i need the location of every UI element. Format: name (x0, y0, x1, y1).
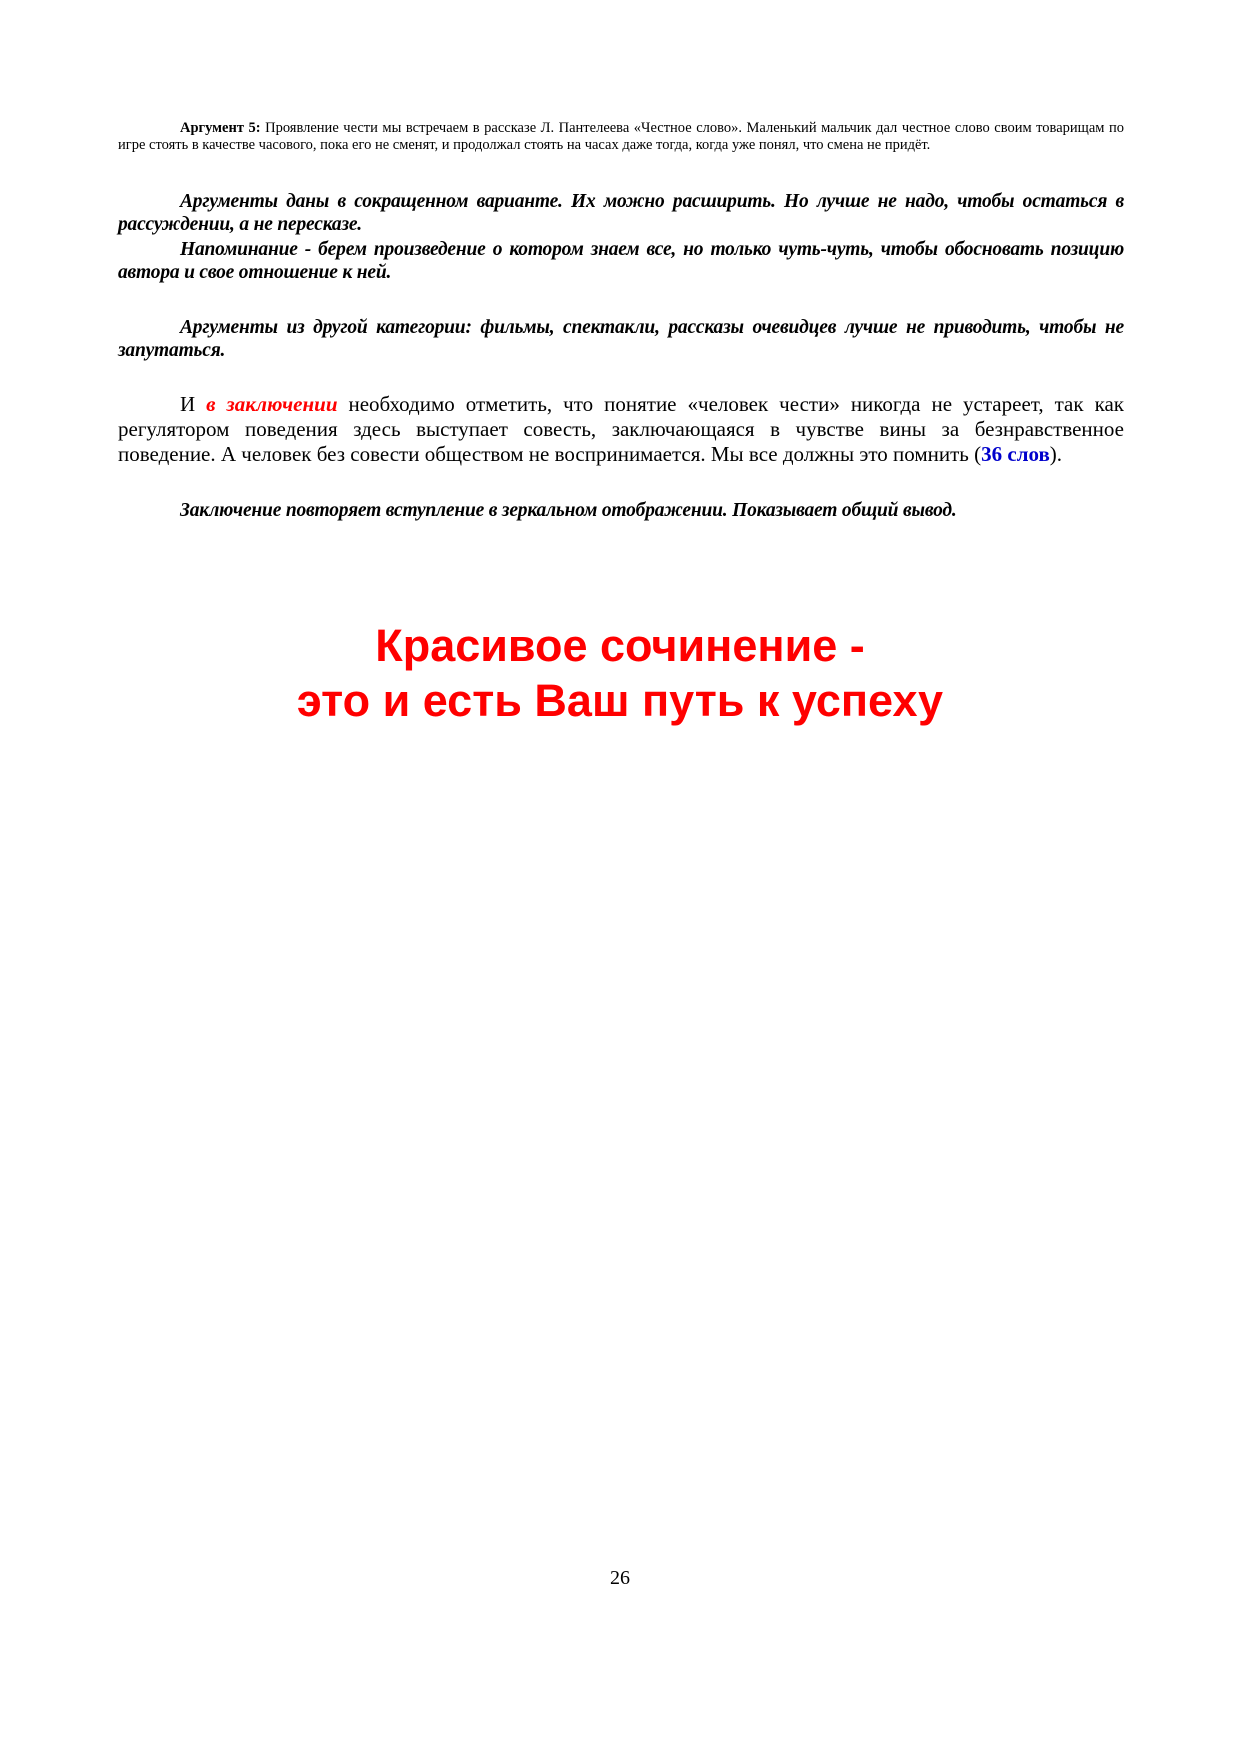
argument-5-label: Аргумент 5: (180, 120, 261, 136)
conclusion-paragraph (118, 392, 1124, 467)
headline-line-2: это и есть Ваш путь к успеху (296, 675, 944, 726)
conclusion-note: Заключение повторяет вступление в зеркальном отображении. Показывает общий вывод. (180, 500, 957, 521)
conclusion-end: ). (1049, 442, 1063, 466)
conclusion-highlight: в заключении (206, 392, 338, 416)
headline-line-1: Красивое сочинение - (375, 620, 865, 671)
conclusion-start: И (180, 392, 207, 416)
word-count: 36 слов (981, 442, 1050, 466)
argument-5-text: Проявление чести мы встречаем в рассказе Л. Пантелеева «Честное слово». Маленький мальчик дал честное слово своим товарищам по игре стоять в качестве часового, пока его не сменят, и продолжал стоять на часах даже тогда, когда уже понял, что смена не придёт. (118, 120, 1124, 153)
note-shortened-arguments: Аргументы даны в сокращенном варианте. Их можно расширить. Но лучше не надо, чтобы остаться в рассуждении, а не пересказе. (118, 191, 1124, 235)
argument-5-paragraph (118, 120, 1124, 154)
conclusion-body: необходимо отметить, что понятие «человек чести» никогда не устареет, так как регулятором поведения здесь выступает совесть, заключающаяся в чувстве вины за безнравственное поведение. А человек без совести обществом не воспринимается. Мы все должны это помнить ( (118, 392, 1124, 466)
note-other-category: Аргументы из другой категории: фильмы, спектакли, рассказы очевидцев лучше не приводить, чтобы не запутаться. (118, 317, 1124, 361)
headline (0, 618, 1240, 728)
page-content (118, 120, 1124, 522)
page-number: 26 (610, 1567, 630, 1589)
note-reminder: Напоминание - берем произведение о котором знаем все, но только чуть-чуть, чтобы обосновать позицию автора и свое отношение к ней. (118, 239, 1124, 283)
